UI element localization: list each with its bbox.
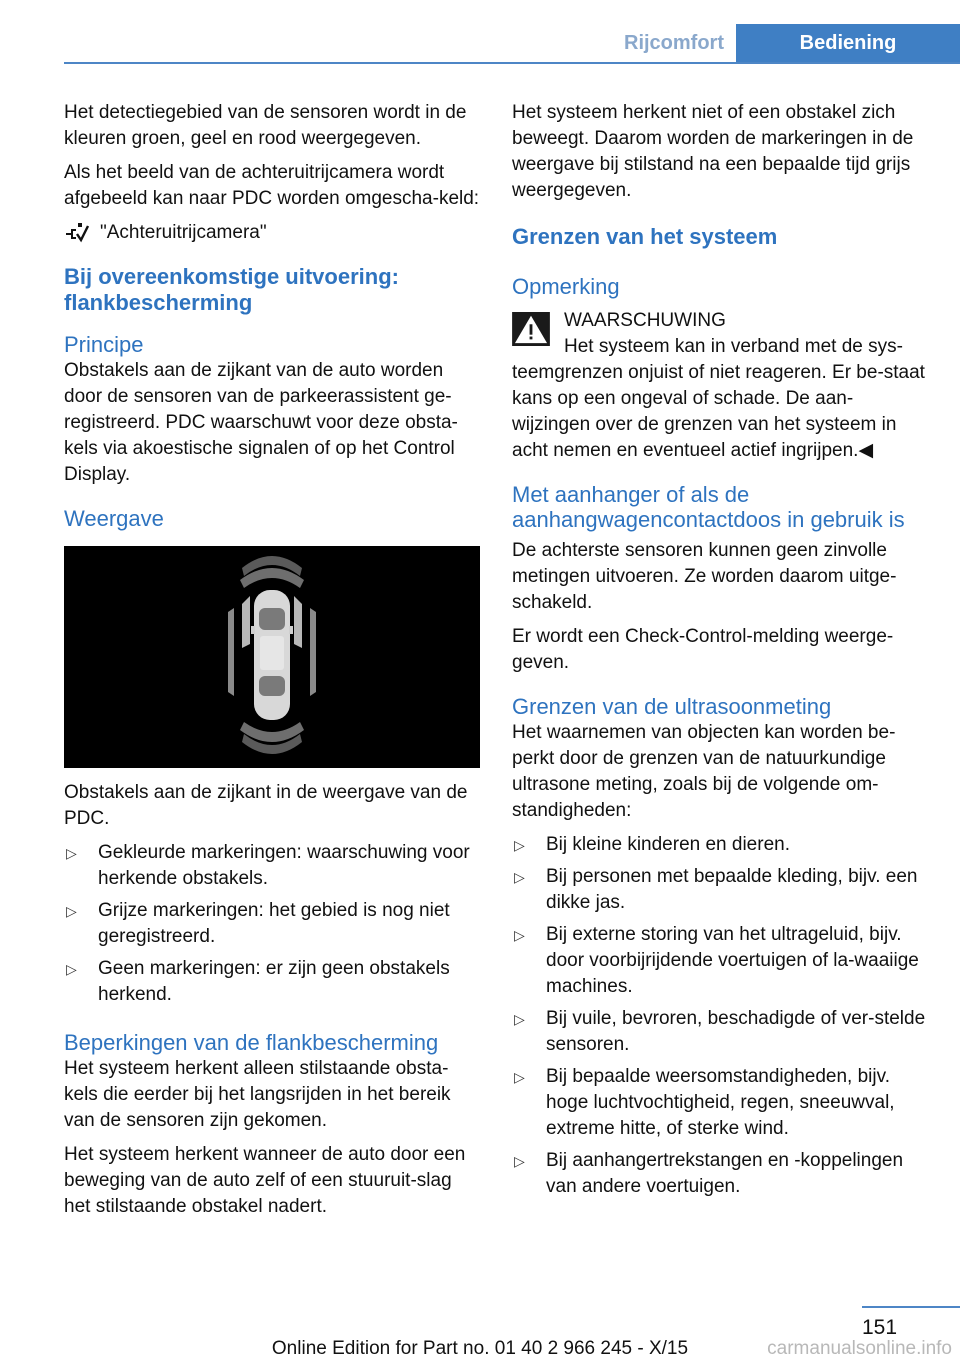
left-column: [64, 100, 480, 1228]
section-tab-rijcomfort[interactable]: Rijcomfort: [624, 32, 724, 54]
paragraph-beperkingen-1: Het systeem herkent alleen stilstaande obsta-kels die eerder bij het langsrijden in het bereik van de sensoren zijn gekomen.: [64, 1058, 451, 1131]
chapter-tab-bediening[interactable]: Bediening: [736, 24, 960, 62]
list-item: ▷ Bij bepaalde weersomstandigheden, bijv. hoge luchtvochtigheid, regen, sneeuwval, extreme hitte, of sterke wind.: [514, 1066, 895, 1139]
right-column: [512, 100, 928, 1206]
warning-text: Het systeem kan in verband met de sys-teemgrenzen onjuist of niet reageren. Er be-staat kans op een ongeval of schade. De aan-wijzingen over de grenzen van het systeem in acht nemen en eventueel actief ingrijpen.◀: [512, 336, 925, 461]
list-item: ▷ Grijze markeringen: het gebied is nog niet geregistreerd.: [66, 900, 450, 947]
list-item: ▷ Bij externe storing van het ultrageluid, bijv. door voorbijrijdende voertuigen of la-waaiige machines.: [514, 924, 919, 997]
figure-caption: Obstakels aan de zijkant in de weergave van de PDC.: [64, 782, 468, 829]
paragraph-detection-area: Het detectiegebied van de sensoren wordt in de kleuren groen, geel en rood weergegeven.: [64, 102, 467, 149]
pdc-flank-display-image: [64, 546, 480, 768]
list-item: ▷ Bij vuile, bevroren, beschadigde of ver-stelde sensoren.: [514, 1008, 926, 1055]
page-number: 151: [862, 1316, 898, 1339]
bullet-triangle-icon: ▷: [514, 1069, 525, 1085]
footer-rule: [862, 1306, 960, 1308]
heading-opmerking: Opmerking: [512, 274, 620, 299]
list-item: ▷ Bij kleine kinderen en dieren.: [512, 832, 928, 858]
list-item: ▷ Bij personen met bepaalde kleding, bijv. een dikke jas.: [514, 866, 918, 913]
bullet-triangle-icon: ▷: [514, 1011, 525, 1027]
paragraph-principe: Obstakels aan de zijkant van de auto worden door de sensoren van de parkeerassistent ge-registreerd. PDC waarschuwt voor deze obsta-kels via akoestische signalen of op het Control Display.: [64, 360, 458, 485]
heading-aanhanger: Met aanhanger of als de aanhangwagencontactdoos in gebruik is: [512, 482, 905, 532]
heading-principe: Principe: [64, 332, 144, 357]
ultrasound-limits-list: [512, 832, 928, 1200]
rear-camera-icon: [64, 222, 90, 244]
edition-footer: Online Edition for Part no. 01 40 2 966 245 - X/15: [271, 1338, 689, 1359]
paragraph-aanhanger-2: Er wordt een Check-Control-melding weerge-geven.: [512, 626, 894, 673]
heading-weergave: Weergave: [64, 506, 164, 531]
bullet-triangle-icon: ▷: [66, 961, 77, 977]
bullet-triangle-icon: ▷: [514, 1153, 525, 1169]
bullet-triangle-icon: ▷: [66, 845, 77, 861]
paragraph-beperkingen-2: Het systeem herkent wanneer de auto door een beweging van de auto zelf of een stuuruit-slag het stilstaande obstakel nadert.: [64, 1144, 466, 1217]
heading-grenzen-systeem: Grenzen van het systeem: [512, 224, 778, 249]
pdc-car-graphic: [64, 546, 480, 768]
heading-ultrasoon: Grenzen van de ultrasoonmeting: [512, 694, 832, 719]
paragraph-switch-pdc: Als het beeld van de achteruitrijcamera wordt afgebeeld kan naar PDC worden omgescha-keld:: [64, 162, 480, 209]
marker-legend-list: [64, 840, 480, 1008]
bullet-triangle-icon: ▷: [514, 869, 525, 885]
warning-title: WAARSCHUWING: [564, 310, 726, 331]
page-header: [64, 24, 960, 64]
heading-flankbescherming: Bij overeenkomstige uitvoering: flankbescherming: [64, 264, 399, 315]
paragraph-aanhanger-1: De achterste sensoren kunnen geen zinvolle metingen uitvoeren. Ze worden daarom uitge-schakeld.: [512, 540, 897, 613]
camera-option: [64, 220, 480, 246]
warning-triangle-icon: [512, 312, 550, 346]
paragraph-ultrasoon: Het waarnemen van objecten kan worden be-perkt door de grenzen van de natuurkundige ultrasone meting, zoals bij de volgende om-standigheden:: [512, 722, 896, 821]
camera-option-label: "Achteruitrijcamera": [100, 222, 267, 243]
list-item: ▷ Geen markeringen: er zijn geen obstakels herkend.: [66, 958, 450, 1005]
list-item: ▷ Gekleurde markeringen: waarschuwing voor herkende obstakels.: [66, 842, 470, 889]
heading-beperkingen: Beperkingen van de flankbescherming: [64, 1030, 439, 1055]
bullet-triangle-icon: ▷: [514, 837, 525, 853]
warning-block: [512, 308, 928, 464]
list-item: ▷ Bij aanhangertrekstangen en -koppelingen van andere voertuigen.: [514, 1150, 904, 1197]
bullet-triangle-icon: ▷: [514, 927, 525, 943]
bullet-triangle-icon: ▷: [66, 903, 77, 919]
watermark: carmanualsonline.info: [767, 1338, 952, 1359]
paragraph-moving-obstacle: Het systeem herkent niet of een obstakel zich beweegt. Daarom worden de markeringen in de weergave bij stilstand na een bepaalde tijd grijs weergegeven.: [512, 102, 914, 201]
